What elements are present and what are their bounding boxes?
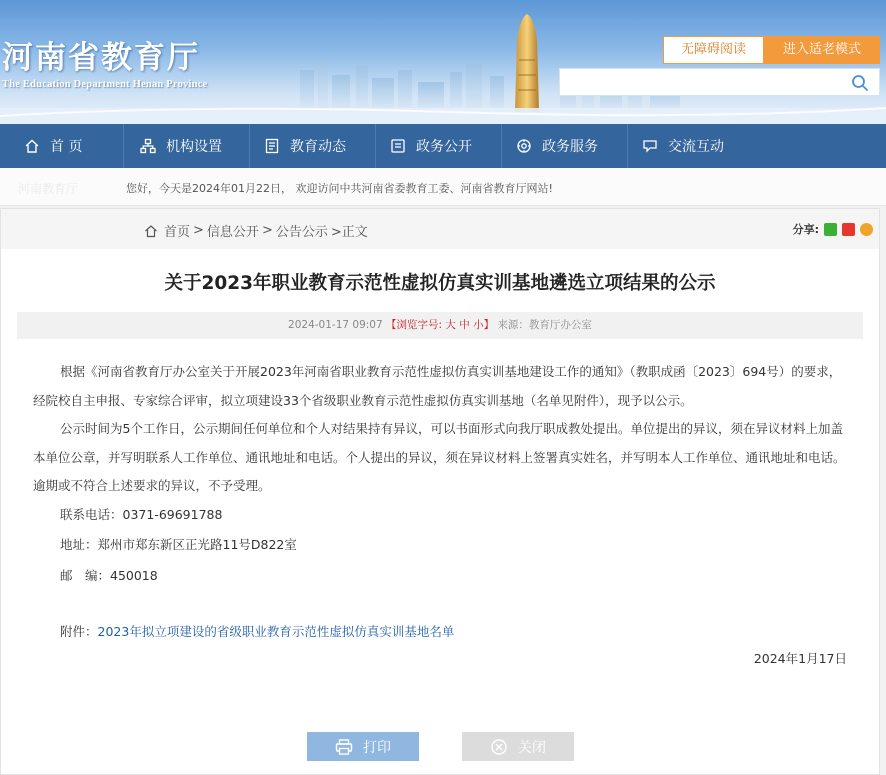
article-paragraph: 根据《河南省教育厅办公室关于开展2023年河南省职业教育示范性虚拟仿真实训基地建设工作的通知》（教职成函〔2023〕694号）的要求，经院校自主申报、专家综合评审，拟立项建设33个省级职业教育示范性虚拟仿真实训基地（名单见附件），现予以公示。 [33,364,842,408]
close-label: 关闭 [518,739,546,756]
qq-icon[interactable] [860,223,873,236]
news-icon [264,138,280,154]
contact-address: 地址：郑州市郑东新区正光路11号D822室 [60,537,297,552]
nav-item-label: 首 页 [50,139,83,155]
service-icon [516,138,532,154]
article-container [0,208,880,775]
article-body [33,358,849,590]
contact-postcode: 邮 编：450018 [60,567,158,583]
nav-item-organization[interactable] [124,124,250,168]
article-paragraph: 公示时间为5个工作日，公示期间任何单位和个人对结果持有异议，可以书面形式向我厅职成教处提出。单位提出的异议，须在异议材料上加盖本单位公章，并写明联系人工作单位、通讯地址和电话。个人提出的异议，须在异议材料上签署真实姓名，并写明本人工作单位、通讯地址和电话。逾期或不符合上述要求的异议，不予受理。 [33,421,846,493]
print-label: 打印 [363,739,391,756]
breadcrumb-home[interactable]: 首页 [164,225,191,240]
notice-faded-label: 河南教育厅 [18,182,79,196]
accessibility-reading-button[interactable]: 无障碍阅读 [663,36,764,64]
search-box [559,68,880,96]
contact-phone: 联系电话：0371-69691788 [60,506,223,522]
nav-item-label: 机构设置 [166,139,222,155]
font-size-medium[interactable]: 中 [459,319,470,331]
wechat-icon[interactable] [824,223,837,236]
close-button[interactable] [462,732,574,761]
breadcrumb-announcements[interactable]: 公告公示 [275,225,328,240]
close-circle-icon [490,738,508,756]
site-header [0,0,886,124]
publish-datetime: 2024-01-17 09:07 [288,319,383,331]
printer-icon [335,738,353,756]
attachment-row [60,622,454,640]
article-title: 关于2023年职业教育示范性虚拟仿真实训基地遴选立项结果的公示 [164,273,716,294]
site-logo-title[interactable]: 河南省教育厅 [2,40,200,76]
share-bar [793,221,873,237]
nav-item-label: 政务服务 [542,139,598,155]
home-icon [24,138,40,154]
nav-item-home[interactable] [0,124,124,168]
share-label: 分享: [792,223,819,236]
article-source: 来源：教育厅办公室 [497,319,592,331]
breadcrumb-bar [1,209,879,249]
signature-date: 2024年1月17日 [753,651,847,666]
attachment-label: 附件： [60,624,98,639]
home-icon [144,224,158,238]
nav-item-education-news[interactable] [250,124,376,168]
font-size-small[interactable]: 小】 [473,319,495,331]
breadcrumb-info-disclosure[interactable]: 信息公开 [206,225,259,240]
document-icon [390,138,406,154]
nav-item-government-affairs[interactable] [376,124,502,168]
attachment-link[interactable]: 2023年拟立项建设的省级职业教育示范性虚拟仿真实训基地名单 [97,624,455,639]
breadcrumb [144,221,371,240]
breadcrumb-current: >正文 [330,225,368,240]
welcome-notice-bar [0,168,886,206]
site-logo-subtitle: The Education Department Henan Province [2,79,208,90]
breadcrumb-separator: > [261,223,273,238]
chat-icon [642,138,658,154]
nav-item-label: 政务公开 [416,139,472,155]
nav-item-government-services[interactable] [502,124,628,168]
search-input[interactable] [560,69,840,95]
weibo-icon[interactable] [842,223,855,236]
search-icon[interactable] [851,74,869,92]
print-button[interactable] [307,732,419,761]
nav-item-interaction[interactable] [628,124,754,168]
org-icon [140,138,156,154]
font-size-label: 【浏览字号: [386,319,443,331]
breadcrumb-separator: > [193,223,204,238]
welcome-text: 您好，今天是2024年01月22日， 欢迎访问中共河南省委教育工委、河南省教育厅网站! [126,182,553,195]
nav-item-label: 教育动态 [290,139,346,155]
nav-item-label: 交流互动 [668,139,724,155]
elder-mode-button[interactable]: 进入适老模式 [764,36,880,64]
article-meta [17,312,863,339]
font-size-large[interactable]: 大 [445,319,456,331]
main-nav [0,124,886,168]
